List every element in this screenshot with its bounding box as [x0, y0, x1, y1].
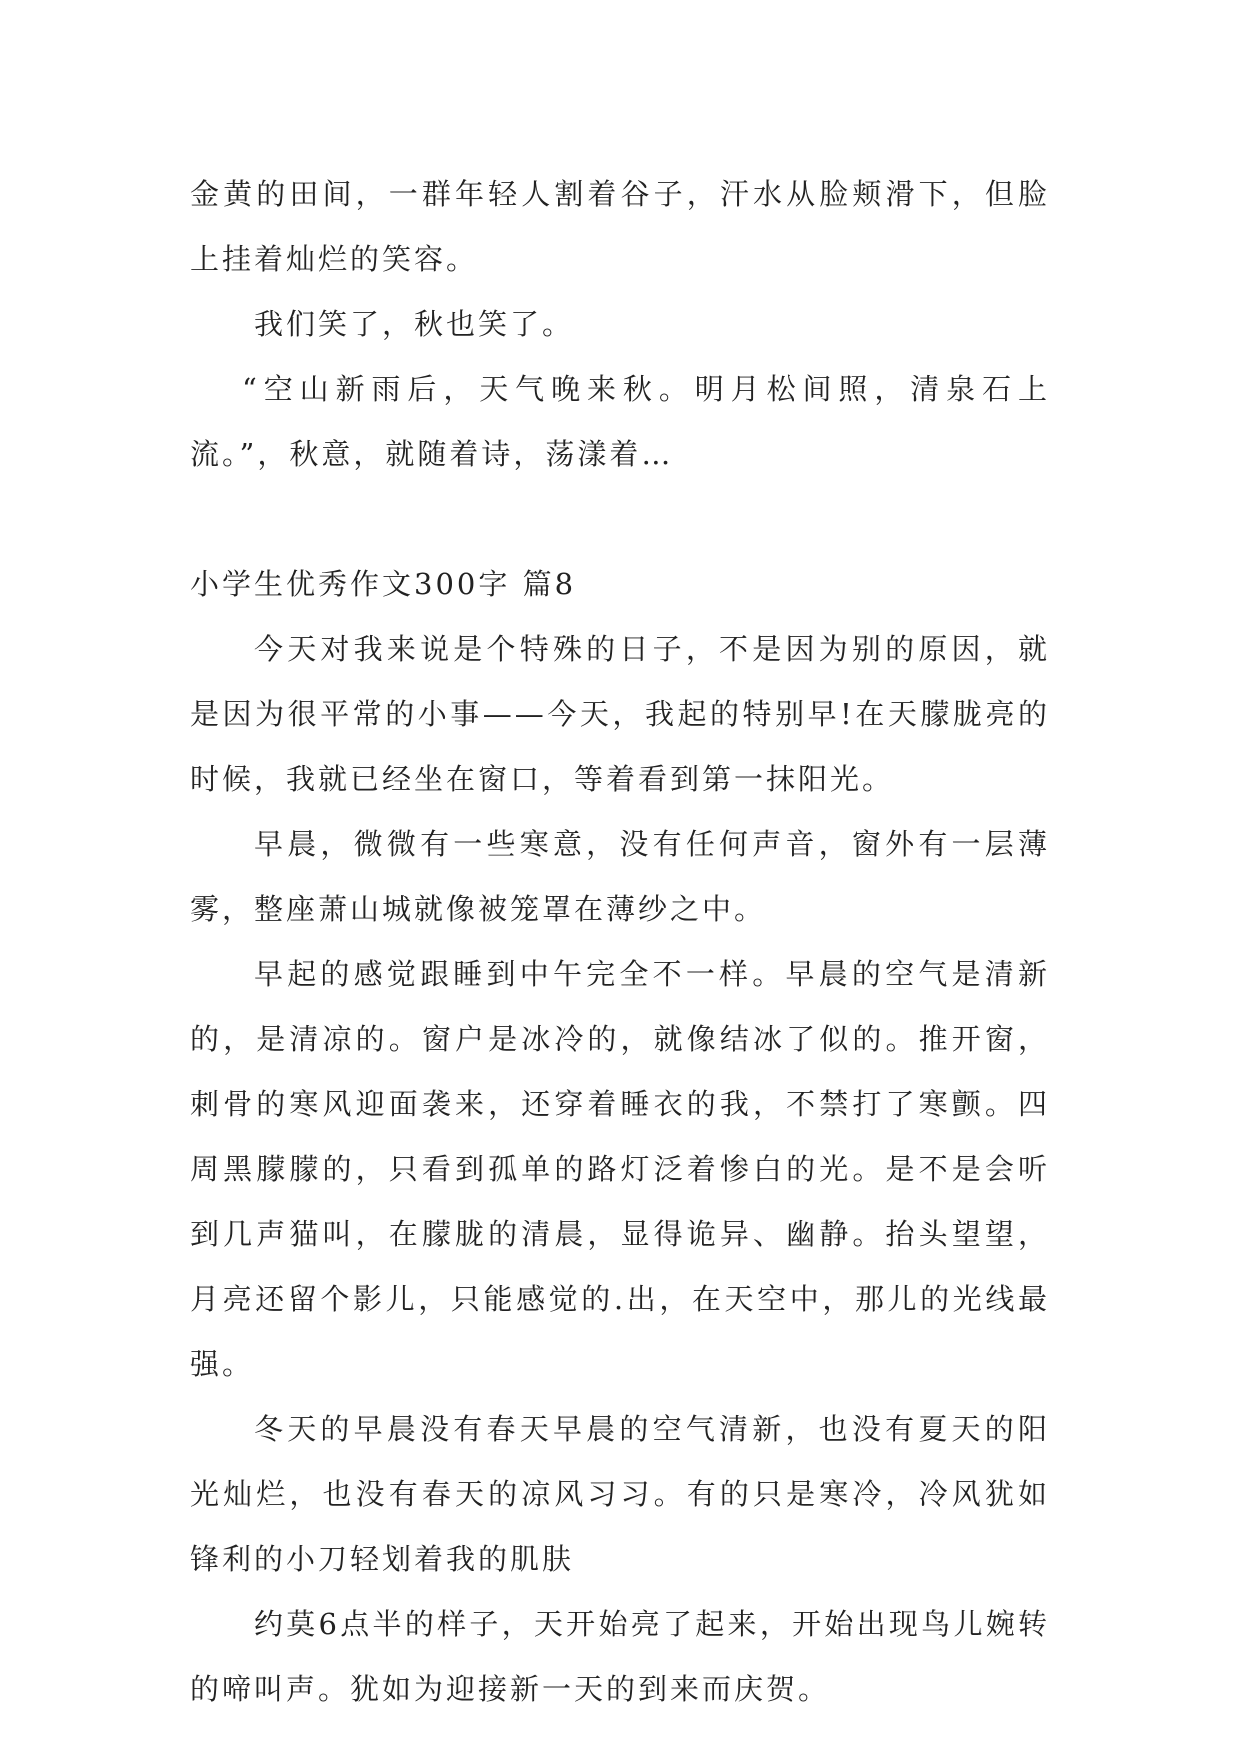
paragraph: 约莫6点半的样子，天开始亮了起来，开始出现鸟儿婉转的啼叫声。犹如为迎接新一天的到来而庆贺。 — [190, 1607, 1050, 1706]
paragraph-continuation: 金黄的田间，一群年轻人割着谷子，汗水从脸颊滑下，但脸上挂着灿烂的笑容。 — [190, 177, 1050, 276]
paragraph: 早晨，微微有一些寒意，没有任何声音，窗外有一层薄雾，整座萧山城就像被笼罩在薄纱之中。 — [190, 827, 1050, 926]
section-heading: 小学生优秀作文300字 篇8 — [190, 567, 577, 601]
paragraph: 冬天的早晨没有春天早晨的空气清新，也没有夏天的阳光灿烂，也没有春天的凉风习习。有的只是寒冷，冷风犹如锋利的小刀轻划着我的肌肤 — [190, 1412, 1050, 1576]
paragraph: 早起的感觉跟睡到中午完全不一样。早晨的空气是清新的，是清凉的。窗户是冰冷的，就像结冰了似的。推开窗，刺骨的寒风迎面袭来，还穿着睡衣的我，不禁打了寒颤。四周黑朦朦的，只看到孤单的路灯泛着惨白的光。是不是会听到几声猫叫，在朦胧的清晨，显得诡异、幽静。抬头望望，月亮还留个影儿，只能感觉的.出，在天空中，那儿的光线最强。 — [190, 957, 1050, 1381]
paragraph: 我们笑了，秋也笑了。 — [254, 307, 575, 341]
paragraph-poem-quote: “空山新雨后，天气晚来秋。明月松间照，清泉石上流。”，秋意，就随着诗，荡漾着… — [190, 372, 1050, 471]
document-body — [190, 162, 1050, 1722]
paragraph: 今天对我来说是个特殊的日子，不是因为别的原因，就是因为很平常的小事——今天，我起的特别早!在天朦胧亮的时候，我就已经坐在窗口，等着看到第一抹阳光。 — [190, 632, 1050, 796]
